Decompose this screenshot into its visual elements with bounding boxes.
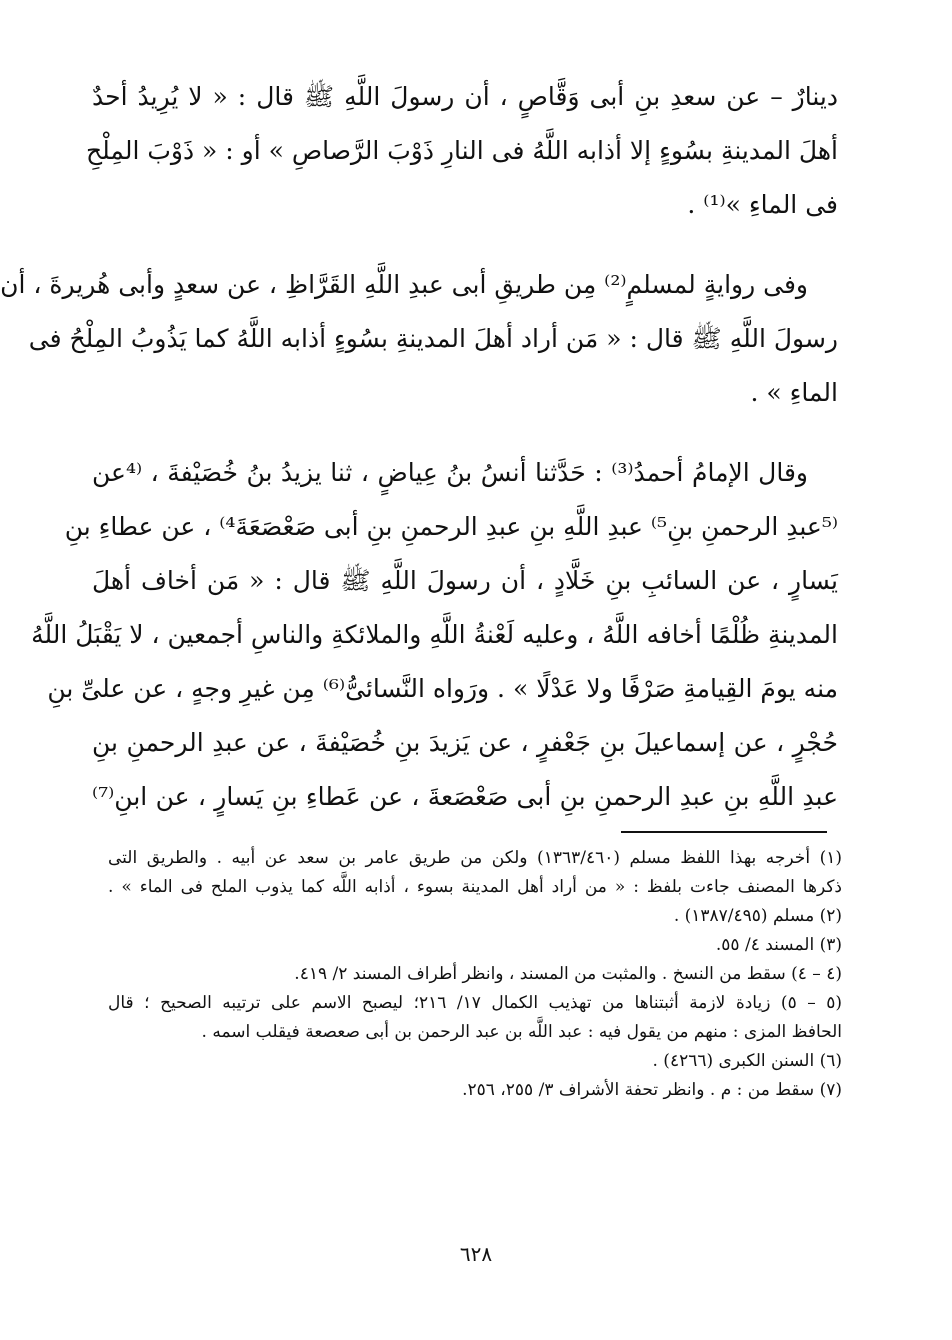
footnote-line: (٥ – ٥) زيادة لازمة أثبتناها من تهذيب الكمال ١٧/ ٢١٦؛ ليصبح الاسم على ترتيبه الصحيح ؛ قال	[108, 993, 842, 1013]
text-line: وفى روايةٍ لمسلمٍ⁽²⁾ مِن طريقِ أبى عبدِ اللَّهِ القَرَّاظِ ، عن سعدٍ وأبى هُريرةَ ، أن	[0, 270, 808, 299]
footnote-line: ذكرها المصنف جاءت بلفظ : « من أراد أهل المدينة بسوء ، أذابه اللَّه كما يذوب الملح فى الماء » .	[108, 877, 842, 897]
footnote-line: (٧) سقط من : م . وانظر تحفة الأشراف ٣/ ٢٥٥، ٢٥٦.	[462, 1080, 842, 1100]
text-line: فى الماءِ »⁽¹⁾ .	[687, 190, 838, 219]
paragraph-3	[31, 446, 838, 824]
main-text	[0, 70, 838, 850]
footnote-line: (٤ – ٤) سقط من النسخ . والمثبت من المسند ، وانظر أطراف المسند ٢/ ٤١٩.	[294, 964, 842, 984]
text-line: رسولَ اللَّهِ ﷺ قال : « مَن أراد أهلَ المدينةِ بسُوءٍ أذابه اللَّهُ كما يَذُوبُ المِلْحُ فى	[28, 324, 838, 353]
text-line: ⁽⁵عبدِ الرحمنِ بنِ⁵⁾ عبدِ اللَّهِ بنِ عبدِ الرحمنِ بنِ أبى صَعْصَعَةَ⁴⁾ ، عن عطاءِ بنِ	[64, 512, 838, 541]
paragraph-2	[0, 258, 838, 420]
footnote-line: (٣) المسند ٤/ ٥٥.	[715, 935, 842, 955]
footnote-line: (١) أخرجه بهذا اللفظ مسلم (١٣٦٣/٤٦٠) ولكن من طريق عامر بن سعد عن أبيه . والطريق التى	[108, 848, 842, 868]
footnote-line: (٢) مسلم (١٣٨٧/٤٩٥) .	[673, 906, 842, 926]
text-line: يَسارٍ ، عن السائبِ بنِ خَلَّادٍ ، أن رسولَ اللَّهِ ﷺ قال : « مَن أخاف أهلَ	[92, 566, 838, 595]
text-line: منه يومَ القِيامةِ صَرْفًا ولا عَدْلًا » . ورَواه النَّسائىُّ⁽⁶⁾ مِن غيرِ وجهٍ ، عن علىِّ بنِ	[47, 674, 838, 703]
paragraph-1	[85, 70, 838, 232]
page-number: ٦٢٨	[459, 1242, 493, 1266]
text-line: حُجْرٍ ، عن إسماعيلَ بنِ جَعْفرٍ ، عن يَزيدَ بنِ خُصَيْفةَ ، عن عبدِ الرحمنِ بنِ	[92, 728, 838, 757]
footnote-line: الحافظ المزى : منهم من يقول فيه : عبد اللَّه بن عبد الرحمن بن أبى صعصعة فيقلب اسمه .	[201, 1022, 842, 1042]
text-line: وقال الإمامُ أحمدُ⁽³⁾ : حَدَّثنا أنسُ بنُ عِياضٍ ، ثنا يزيدُ بنُ خُصَيْفةَ ، ⁽⁴عن	[92, 458, 808, 487]
footnotes	[108, 844, 842, 1105]
footnote-separator	[621, 831, 827, 833]
text-line: المدينةِ ظُلْمًا أخافه اللَّهُ ، وعليه لَعْنةُ اللَّهِ والملائكةِ والناسِ أجمعين ، لا يَقْبَلُ اللَّهُ	[31, 620, 838, 649]
footnote-line: (٦) السنن الكبرى (٤٢٦٦) .	[652, 1051, 842, 1071]
text-line: عبدِ اللَّهِ بنِ عبدِ الرحمنِ بنِ أبى صَعْصَعةَ ، عن عَطاءِ بنِ يَسارٍ ، عن ابنِ⁽⁷⁾	[92, 782, 838, 811]
text-line: أهلَ المدينةِ بسُوءٍ إلا أذابه اللَّهُ فى النارِ ذَوْبَ الرَّصاصِ » أو : « ذَوْبَ المِلْحِ	[85, 136, 838, 165]
text-line: الماءِ » .	[750, 378, 838, 407]
text-line: دينارٌ – عن سعدِ بنِ أبى وَقَّاصٍ ، أن رسولَ اللَّهِ ﷺ قال : « لا يُرِيدُ أحدٌ	[92, 82, 838, 111]
